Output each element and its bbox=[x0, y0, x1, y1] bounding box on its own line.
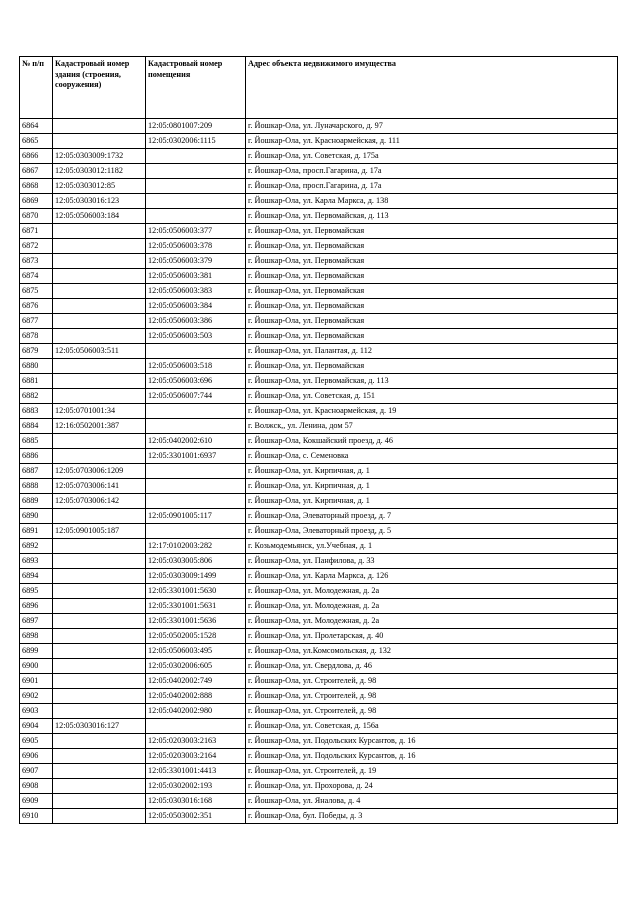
cell-num: 6871 bbox=[20, 224, 53, 239]
cell-address: г. Йошкар-Ола, ул. Прохорова, д. 24 bbox=[246, 779, 618, 794]
cell-num: 6906 bbox=[20, 749, 53, 764]
cell-address: г. Йошкар-Ола, ул. Карла Маркса, д. 138 bbox=[246, 194, 618, 209]
cell-building-cadastral bbox=[53, 569, 146, 584]
cell-premises-cadastral: 12:05:0302006:1115 bbox=[146, 134, 246, 149]
table-row bbox=[20, 134, 618, 149]
cell-premises-cadastral: 12:05:0506003:383 bbox=[146, 284, 246, 299]
table-row bbox=[20, 539, 618, 554]
table-row bbox=[20, 404, 618, 419]
cell-address: г. Йошкар-Ола, ул. Первомайская bbox=[246, 299, 618, 314]
cell-premises-cadastral: 12:05:0402002:749 bbox=[146, 674, 246, 689]
cell-building-cadastral bbox=[53, 674, 146, 689]
cell-premises-cadastral: 12:05:3301001:5631 bbox=[146, 599, 246, 614]
cell-address: г. Йошкар-Ола, ул. Подольских Курсантов, д. 16 bbox=[246, 749, 618, 764]
table-row bbox=[20, 119, 618, 134]
cell-building-cadastral bbox=[53, 449, 146, 464]
table-row bbox=[20, 734, 618, 749]
cell-address: г. Йошкар-Ола, Элеваторный проезд, д. 5 bbox=[246, 524, 618, 539]
cell-building-cadastral: 12:05:0703006:142 bbox=[53, 494, 146, 509]
header-num: № п/п bbox=[20, 57, 53, 119]
cell-address: г. Йошкар-Ола, ул. Молодежная, д. 2а bbox=[246, 614, 618, 629]
cell-premises-cadastral: 12:05:0303009:1499 bbox=[146, 569, 246, 584]
cell-premises-cadastral bbox=[146, 194, 246, 209]
table-row bbox=[20, 434, 618, 449]
cell-building-cadastral bbox=[53, 374, 146, 389]
cell-num: 6905 bbox=[20, 734, 53, 749]
table-row bbox=[20, 719, 618, 734]
cell-address: г. Йошкар-Ола, ул. Строителей, д. 98 bbox=[246, 689, 618, 704]
cell-num: 6869 bbox=[20, 194, 53, 209]
cell-address: г. Йошкар-Ола, с. Семеновка bbox=[246, 449, 618, 464]
cell-building-cadastral bbox=[53, 389, 146, 404]
table-row bbox=[20, 164, 618, 179]
cell-address: г. Йошкар-Ола, ул. Первомайская bbox=[246, 239, 618, 254]
table-row bbox=[20, 659, 618, 674]
cell-building-cadastral bbox=[53, 224, 146, 239]
table-row bbox=[20, 419, 618, 434]
cell-building-cadastral bbox=[53, 614, 146, 629]
cell-num: 6896 bbox=[20, 599, 53, 614]
cell-address: г. Йошкар-Ола, ул. Строителей, д. 98 bbox=[246, 704, 618, 719]
cell-premises-cadastral: 12:05:0402002:888 bbox=[146, 689, 246, 704]
cell-num: 6908 bbox=[20, 779, 53, 794]
table-row bbox=[20, 179, 618, 194]
cell-building-cadastral bbox=[53, 314, 146, 329]
table-row bbox=[20, 464, 618, 479]
table-row bbox=[20, 299, 618, 314]
cell-building-cadastral bbox=[53, 269, 146, 284]
cell-address: г. Йошкар-Ола, ул. Кирпичная, д. 1 bbox=[246, 494, 618, 509]
table-row bbox=[20, 809, 618, 824]
table-row bbox=[20, 374, 618, 389]
cell-address: г. Йошкар-Ола, ул. Пролетарская, д. 40 bbox=[246, 629, 618, 644]
cell-num: 6876 bbox=[20, 299, 53, 314]
cell-premises-cadastral: 12:05:3301001:6937 bbox=[146, 449, 246, 464]
cell-address: г. Йошкар-Ола, ул. Советская, д. 151 bbox=[246, 389, 618, 404]
cell-num: 6877 bbox=[20, 314, 53, 329]
cell-address: г. Йошкар-Ола, ул. Первомайская bbox=[246, 254, 618, 269]
cell-building-cadastral bbox=[53, 644, 146, 659]
cell-num: 6868 bbox=[20, 179, 53, 194]
cell-num: 6884 bbox=[20, 419, 53, 434]
table-row bbox=[20, 449, 618, 464]
cell-premises-cadastral: 12:17:0102003:282 bbox=[146, 539, 246, 554]
cell-premises-cadastral bbox=[146, 494, 246, 509]
cell-building-cadastral bbox=[53, 809, 146, 824]
cell-num: 6864 bbox=[20, 119, 53, 134]
table-row bbox=[20, 284, 618, 299]
cell-address: г. Йошкар-Ола, ул. Панфилова, д. 33 bbox=[246, 554, 618, 569]
cell-address: г. Йошкар-Ола, ул. Советская, д. 156а bbox=[246, 719, 618, 734]
cell-premises-cadastral: 12:05:0502005:1528 bbox=[146, 629, 246, 644]
cell-num: 6873 bbox=[20, 254, 53, 269]
cell-premises-cadastral: 12:05:0506003:379 bbox=[146, 254, 246, 269]
cell-num: 6874 bbox=[20, 269, 53, 284]
cell-premises-cadastral: 12:05:0402002:980 bbox=[146, 704, 246, 719]
cell-building-cadastral bbox=[53, 509, 146, 524]
cell-address: г. Йошкар-Ола, ул. Советская, д. 175а bbox=[246, 149, 618, 164]
cell-address: г. Йошкар-Ола, ул. Кирпичная, д. 1 bbox=[246, 464, 618, 479]
cell-num: 6872 bbox=[20, 239, 53, 254]
header-premises-cadastral: Кадастровый номер помещения bbox=[146, 57, 246, 119]
table-row bbox=[20, 704, 618, 719]
cell-premises-cadastral bbox=[146, 149, 246, 164]
cell-premises-cadastral bbox=[146, 464, 246, 479]
cell-num: 6894 bbox=[20, 569, 53, 584]
cell-num: 6878 bbox=[20, 329, 53, 344]
cell-address: г. Йошкар-Ола, ул. Строителей, д. 19 bbox=[246, 764, 618, 779]
table-row bbox=[20, 674, 618, 689]
cell-premises-cadastral: 12:05:0506003:518 bbox=[146, 359, 246, 374]
cell-address: г. Йошкар-Ола, ул. Строителей, д. 98 bbox=[246, 674, 618, 689]
cell-address: г. Йошкар-Ола, ул. Первомайская bbox=[246, 269, 618, 284]
table-row bbox=[20, 254, 618, 269]
cell-num: 6902 bbox=[20, 689, 53, 704]
cell-num: 6901 bbox=[20, 674, 53, 689]
cell-building-cadastral bbox=[53, 119, 146, 134]
cell-premises-cadastral bbox=[146, 524, 246, 539]
cell-address: г. Йошкар-Ола, Элеваторный проезд, д. 7 bbox=[246, 509, 618, 524]
cell-address: г. Йошкар-Ола, ул.Комсомольская, д. 132 bbox=[246, 644, 618, 659]
cell-building-cadastral bbox=[53, 434, 146, 449]
cell-num: 6890 bbox=[20, 509, 53, 524]
cell-address: г. Йошкар-Ола, ул. Луначарского, д. 97 bbox=[246, 119, 618, 134]
cell-address: г. Йошкар-Ола, просп.Гагарина, д. 17а bbox=[246, 164, 618, 179]
cell-building-cadastral bbox=[53, 554, 146, 569]
cell-premises-cadastral: 12:05:0506003:386 bbox=[146, 314, 246, 329]
cell-num: 6889 bbox=[20, 494, 53, 509]
table-row bbox=[20, 764, 618, 779]
cell-premises-cadastral: 12:05:0506003:384 bbox=[146, 299, 246, 314]
cell-num: 6887 bbox=[20, 464, 53, 479]
cell-num: 6897 bbox=[20, 614, 53, 629]
table-row bbox=[20, 329, 618, 344]
cell-building-cadastral: 12:05:0303016:127 bbox=[53, 719, 146, 734]
cell-premises-cadastral: 12:05:0801007:209 bbox=[146, 119, 246, 134]
table-row bbox=[20, 599, 618, 614]
table-row bbox=[20, 344, 618, 359]
cell-num: 6898 bbox=[20, 629, 53, 644]
cell-num: 6903 bbox=[20, 704, 53, 719]
cell-building-cadastral bbox=[53, 239, 146, 254]
cell-premises-cadastral: 12:05:0506003:503 bbox=[146, 329, 246, 344]
cell-premises-cadastral bbox=[146, 719, 246, 734]
table-body bbox=[20, 119, 618, 824]
cell-building-cadastral bbox=[53, 659, 146, 674]
cell-num: 6880 bbox=[20, 359, 53, 374]
cell-premises-cadastral bbox=[146, 164, 246, 179]
cell-building-cadastral bbox=[53, 539, 146, 554]
cell-num: 6910 bbox=[20, 809, 53, 824]
cell-address: г. Козьмодемьянск, ул.Учебная, д. 1 bbox=[246, 539, 618, 554]
cell-building-cadastral: 12:05:0506003:511 bbox=[53, 344, 146, 359]
table-row bbox=[20, 314, 618, 329]
cell-building-cadastral bbox=[53, 584, 146, 599]
cell-num: 6909 bbox=[20, 794, 53, 809]
cell-building-cadastral bbox=[53, 629, 146, 644]
cell-premises-cadastral: 12:05:3301001:5630 bbox=[146, 584, 246, 599]
cell-num: 6904 bbox=[20, 719, 53, 734]
table-row bbox=[20, 269, 618, 284]
header-building-cadastral: Кадастровый номер здания (строения, сооружения) bbox=[53, 57, 146, 119]
header-address: Адрес объекта недвижимого имущества bbox=[246, 57, 618, 119]
cell-address: г. Йошкар-Ола, Кокшайский проезд, д. 46 bbox=[246, 434, 618, 449]
cell-building-cadastral bbox=[53, 794, 146, 809]
cell-num: 6900 bbox=[20, 659, 53, 674]
cell-premises-cadastral: 12:05:0901005:117 bbox=[146, 509, 246, 524]
cell-premises-cadastral: 12:05:3301001:4413 bbox=[146, 764, 246, 779]
cell-building-cadastral bbox=[53, 704, 146, 719]
cell-building-cadastral bbox=[53, 254, 146, 269]
table-row bbox=[20, 149, 618, 164]
cell-premises-cadastral bbox=[146, 404, 246, 419]
table-row bbox=[20, 794, 618, 809]
cell-building-cadastral: 12:05:0303016:123 bbox=[53, 194, 146, 209]
table-row bbox=[20, 569, 618, 584]
cell-building-cadastral bbox=[53, 299, 146, 314]
cell-building-cadastral bbox=[53, 734, 146, 749]
cell-building-cadastral bbox=[53, 599, 146, 614]
cell-premises-cadastral bbox=[146, 344, 246, 359]
cell-premises-cadastral: 12:05:3301001:5636 bbox=[146, 614, 246, 629]
cell-premises-cadastral: 12:05:0303005:806 bbox=[146, 554, 246, 569]
cell-building-cadastral bbox=[53, 779, 146, 794]
table-row bbox=[20, 584, 618, 599]
cell-building-cadastral bbox=[53, 749, 146, 764]
table-row bbox=[20, 614, 618, 629]
cell-premises-cadastral bbox=[146, 479, 246, 494]
cell-building-cadastral: 12:05:0703006:141 bbox=[53, 479, 146, 494]
cell-num: 6879 bbox=[20, 344, 53, 359]
table-row bbox=[20, 389, 618, 404]
cell-num: 6883 bbox=[20, 404, 53, 419]
cell-num: 6881 bbox=[20, 374, 53, 389]
cell-address: г. Йошкар-Ола, ул. Первомайская bbox=[246, 314, 618, 329]
cell-num: 6907 bbox=[20, 764, 53, 779]
cell-building-cadastral: 12:05:0506003:184 bbox=[53, 209, 146, 224]
cell-building-cadastral: 12:05:0901005:187 bbox=[53, 524, 146, 539]
cell-building-cadastral: 12:05:0703006:1209 bbox=[53, 464, 146, 479]
table-row bbox=[20, 194, 618, 209]
header-row bbox=[20, 57, 618, 119]
cell-num: 6865 bbox=[20, 134, 53, 149]
cell-premises-cadastral bbox=[146, 179, 246, 194]
cell-address: г. Йошкар-Ола, ул. Подольских Курсантов, д. 16 bbox=[246, 734, 618, 749]
cell-building-cadastral: 12:16:0502001:387 bbox=[53, 419, 146, 434]
table-row bbox=[20, 224, 618, 239]
cell-premises-cadastral: 12:05:0506003:696 bbox=[146, 374, 246, 389]
cell-address: г. Йошкар-Ола, ул. Первомайская bbox=[246, 284, 618, 299]
cell-premises-cadastral bbox=[146, 419, 246, 434]
table-row bbox=[20, 209, 618, 224]
cell-building-cadastral bbox=[53, 134, 146, 149]
cell-address: г. Йошкар-Ола, ул. Первомайская bbox=[246, 359, 618, 374]
cell-premises-cadastral: 12:05:0203003:2164 bbox=[146, 749, 246, 764]
table-row bbox=[20, 689, 618, 704]
cell-num: 6888 bbox=[20, 479, 53, 494]
cell-premises-cadastral: 12:05:0506003:495 bbox=[146, 644, 246, 659]
cell-premises-cadastral: 12:05:0506003:377 bbox=[146, 224, 246, 239]
cell-building-cadastral: 12:05:0701001:34 bbox=[53, 404, 146, 419]
cell-address: г. Йошкар-Ола, ул. Первомайская bbox=[246, 329, 618, 344]
table-row bbox=[20, 359, 618, 374]
cell-building-cadastral bbox=[53, 284, 146, 299]
cell-address: г. Йошкар-Ола, ул. Первомайская, д. 113 bbox=[246, 374, 618, 389]
cell-address: г. Йошкар-Ола, бул. Победы, д. 3 bbox=[246, 809, 618, 824]
cell-building-cadastral bbox=[53, 689, 146, 704]
registry-table bbox=[19, 56, 618, 824]
cell-address: г. Йошкар-Ола, ул. Первомайская bbox=[246, 224, 618, 239]
cell-building-cadastral: 12:05:0303012:1182 bbox=[53, 164, 146, 179]
cell-building-cadastral bbox=[53, 764, 146, 779]
cell-num: 6885 bbox=[20, 434, 53, 449]
table-header bbox=[20, 57, 618, 119]
table-row bbox=[20, 779, 618, 794]
table-row bbox=[20, 749, 618, 764]
table-row bbox=[20, 239, 618, 254]
cell-num: 6892 bbox=[20, 539, 53, 554]
cell-premises-cadastral: 12:05:0302002:193 bbox=[146, 779, 246, 794]
cell-address: г. Йошкар-Ола, ул. Кирпичная, д. 1 bbox=[246, 479, 618, 494]
cell-premises-cadastral bbox=[146, 209, 246, 224]
cell-address: г. Йошкар-Ола, ул. Молодежная, д. 2а bbox=[246, 599, 618, 614]
cell-address: г. Йошкар-Ола, ул. Красноармейская, д. 19 bbox=[246, 404, 618, 419]
cell-num: 6891 bbox=[20, 524, 53, 539]
table-row bbox=[20, 629, 618, 644]
cell-address: г. Йошкар-Ола, просп.Гагарина, д. 17а bbox=[246, 179, 618, 194]
cell-address: г. Йошкар-Ола, ул. Первомайская, д. 113 bbox=[246, 209, 618, 224]
cell-address: г. Йошкар-Ола, ул. Молодежная, д. 2а bbox=[246, 584, 618, 599]
table-row bbox=[20, 644, 618, 659]
cell-premises-cadastral: 12:05:0503002:351 bbox=[146, 809, 246, 824]
cell-num: 6866 bbox=[20, 149, 53, 164]
cell-address: г. Волжск,, ул. Ленина, дом 57 bbox=[246, 419, 618, 434]
cell-premises-cadastral: 12:05:0506007:744 bbox=[146, 389, 246, 404]
cell-address: г. Йошкар-Ола, ул. Свердлова, д. 46 bbox=[246, 659, 618, 674]
cell-num: 6899 bbox=[20, 644, 53, 659]
cell-premises-cadastral: 12:05:0506003:378 bbox=[146, 239, 246, 254]
cell-num: 6875 bbox=[20, 284, 53, 299]
cell-address: г. Йошкар-Ола, ул. Карла Маркса, д. 126 bbox=[246, 569, 618, 584]
cell-building-cadastral: 12:05:0303012:85 bbox=[53, 179, 146, 194]
cell-building-cadastral: 12:05:0303009:1732 bbox=[53, 149, 146, 164]
cell-num: 6870 bbox=[20, 209, 53, 224]
cell-num: 6886 bbox=[20, 449, 53, 464]
cell-building-cadastral bbox=[53, 329, 146, 344]
cell-premises-cadastral: 12:05:0203003:2163 bbox=[146, 734, 246, 749]
table-row bbox=[20, 479, 618, 494]
cell-premises-cadastral: 12:05:0402002:610 bbox=[146, 434, 246, 449]
cell-premises-cadastral: 12:05:0302006:605 bbox=[146, 659, 246, 674]
table-row bbox=[20, 554, 618, 569]
cell-num: 6882 bbox=[20, 389, 53, 404]
table-row bbox=[20, 494, 618, 509]
cell-num: 6867 bbox=[20, 164, 53, 179]
cell-address: г. Йошкар-Ола, ул. Красноармейская, д. 111 bbox=[246, 134, 618, 149]
cell-premises-cadastral: 12:05:0506003:381 bbox=[146, 269, 246, 284]
cell-address: г. Йошкар-Ола, ул. Палантая, д. 112 bbox=[246, 344, 618, 359]
cell-num: 6893 bbox=[20, 554, 53, 569]
cell-building-cadastral bbox=[53, 359, 146, 374]
cell-num: 6895 bbox=[20, 584, 53, 599]
cell-address: г. Йошкар-Ола, ул. Яналова, д. 4 bbox=[246, 794, 618, 809]
cell-premises-cadastral: 12:05:0303016:168 bbox=[146, 794, 246, 809]
table-row bbox=[20, 524, 618, 539]
table-row bbox=[20, 509, 618, 524]
